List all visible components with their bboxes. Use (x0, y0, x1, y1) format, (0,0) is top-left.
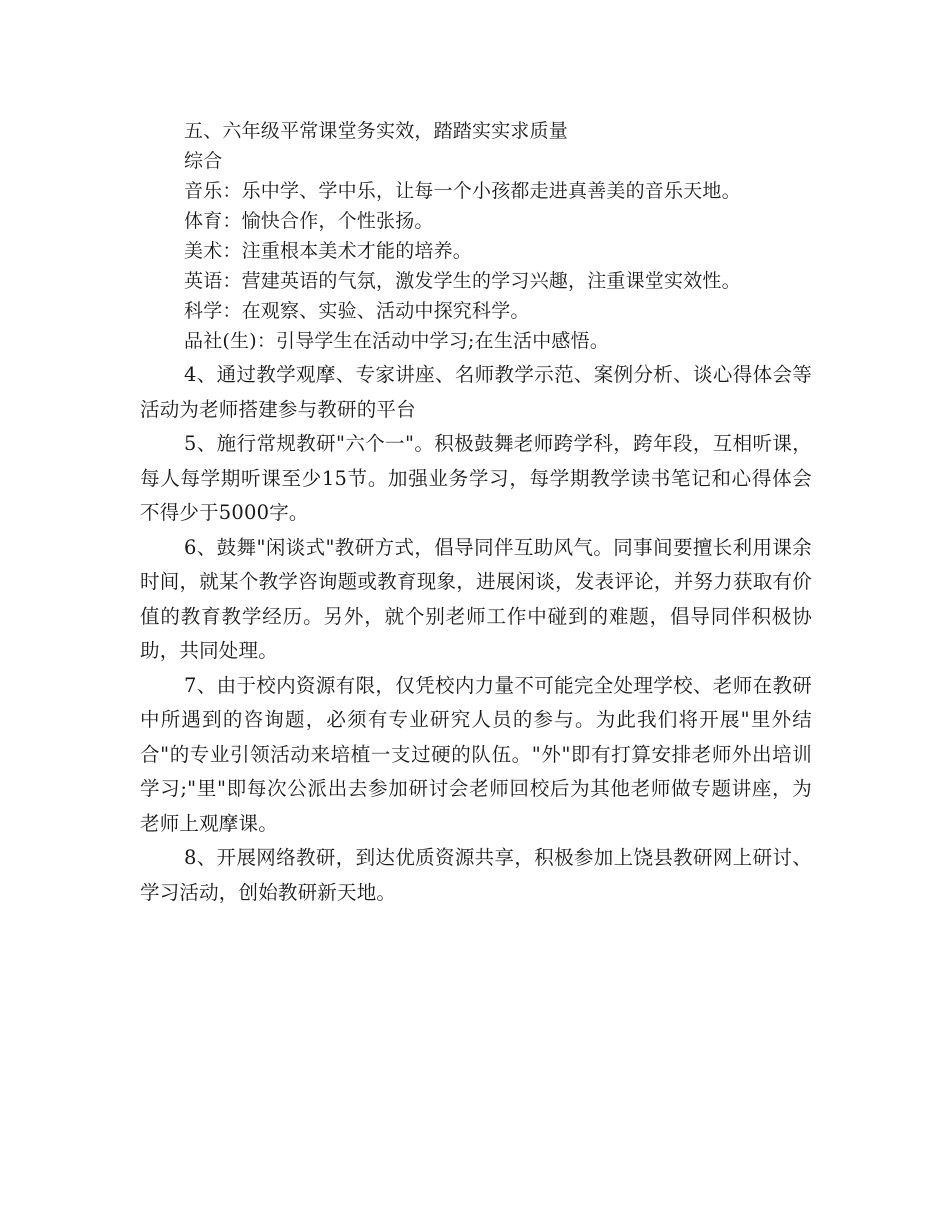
subject-music-line: 音乐：乐中学、学中乐，让每一个小孩都走进真善美的音乐天地。 (184, 180, 741, 202)
paragraph-item-8: 8、开展网络教研，到达优质资源共享，积极参加上饶县教研网上研讨、学习活动，创始教研新天地。 (140, 846, 812, 904)
subject-art-line: 美术：注重根本美术才能的培养。 (184, 240, 473, 262)
paragraph-item-6: 6、鼓舞"闲谈式"教研方式，倡导同伴互助风气。同事间要擅长利用课余时间，就某个教学咨询题或教育现象，进展闲谈，发表评论，并努力获取有价值的教育教学经历。另外，就个别老师工作中碰到的难题，倡导同伴积极协助，共同处理。 (140, 535, 812, 662)
paragraph-item-7: 7、由于校内资源有限，仅凭校内力量不可能完全处理学校、老师在教研中所遇到的咨询题，必须有专业研究人员的参与。为此我们将开展"里外结合"的专业引领活动来培植一支过硬的队伍。"外"即有打算安排老师外出培训学习;"里"即每次公派出去参加研讨会老师回校后为其他老师做专题讲座，为老师上观摩课。 (140, 673, 812, 835)
subheading-comprehensive: 综合 (184, 150, 223, 172)
subject-social-line: 品社(生)：引导学生在活动中学习;在生活中感悟。 (184, 330, 610, 352)
paragraph-item-4: 4、通过教学观摩、专家讲座、名师教学示范、案例分析、谈心得体会等活动为老师搭建参与教研的平台 (140, 363, 812, 421)
subject-science-line: 科学：在观察、实验、活动中探究科学。 (184, 300, 530, 322)
subject-pe-line: 体育：愉快合作，个性张扬。 (184, 210, 434, 232)
paragraph-item-5: 5、施行常规教研"六个一"。积极鼓舞老师跨学科，跨年段，互相听课，每人每学期听课至少15节。加强业务学习，每学期教学读书笔记和心得体会不得少于5000字。 (140, 432, 812, 524)
section-heading: 五、六年级平常课堂务实效，踏踏实实求质量 (184, 120, 569, 142)
subject-english-line: 英语：营建英语的气氛，激发学生的学习兴趣，注重课堂实效性。 (184, 270, 741, 292)
document-body (140, 116, 812, 910)
